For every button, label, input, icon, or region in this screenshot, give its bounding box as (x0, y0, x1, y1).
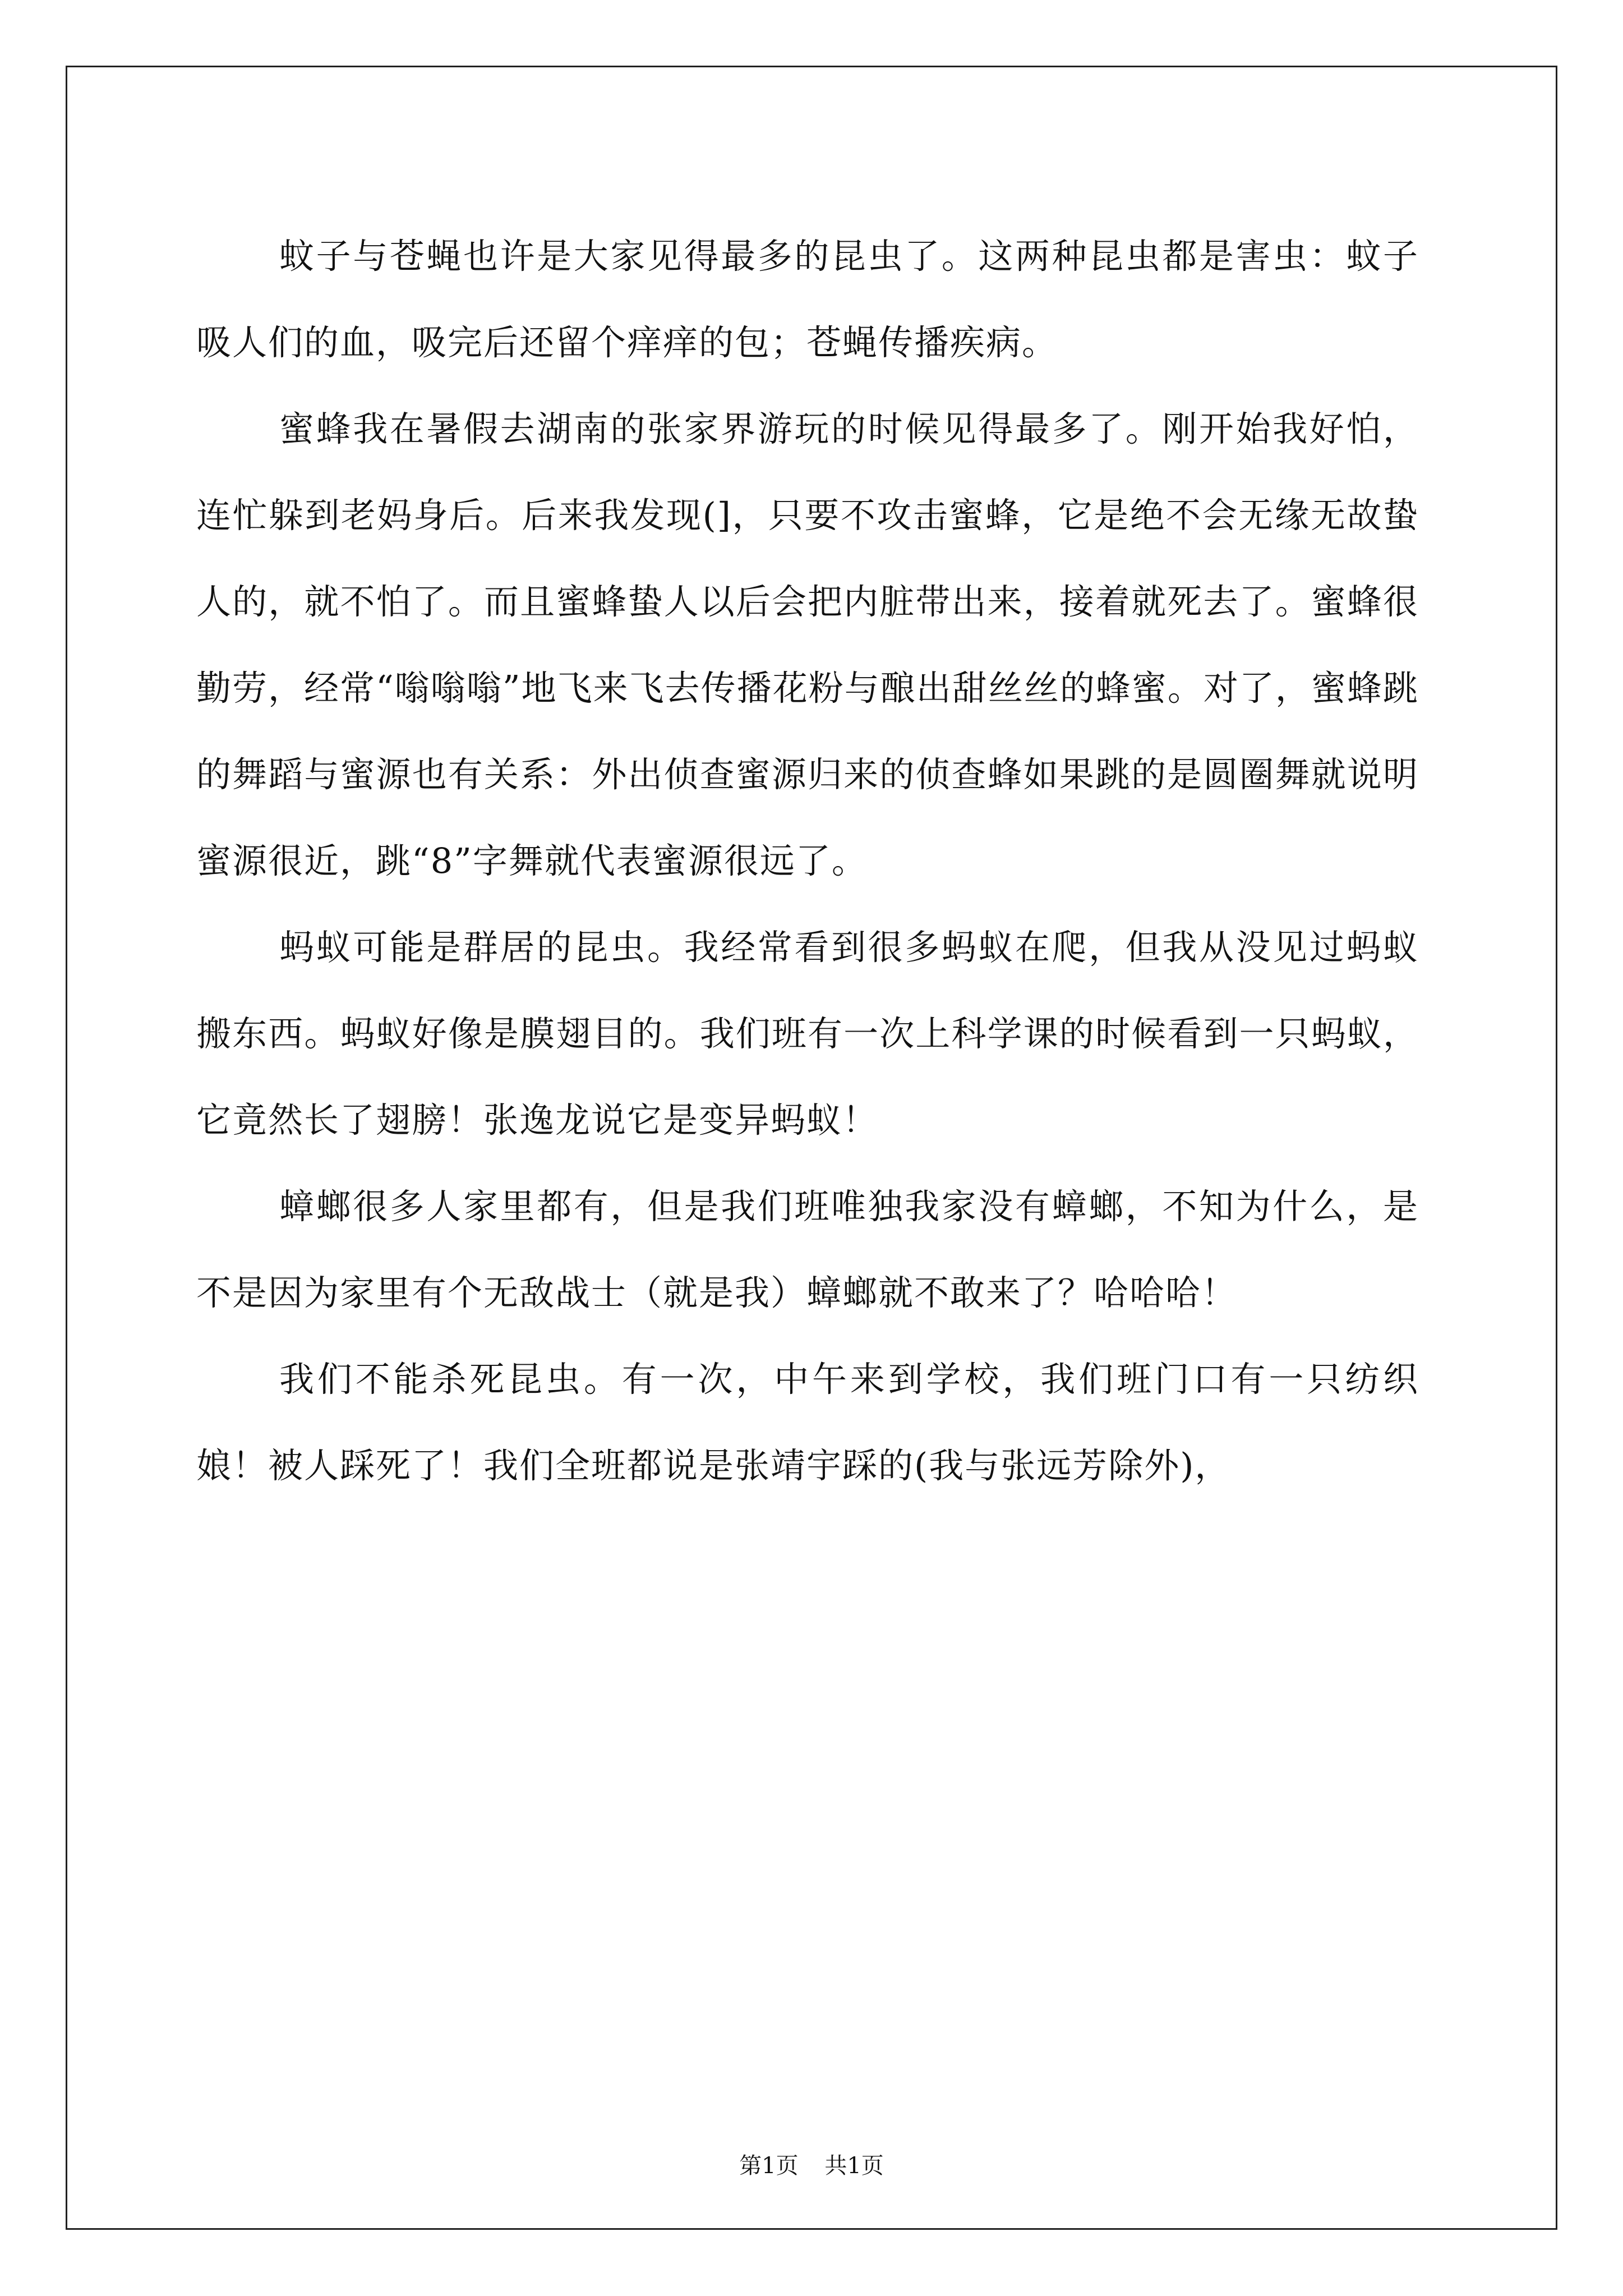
page-footer (0, 2152, 1623, 2180)
paragraph-bee: 蜜蜂我在暑假去湖南的张家界游玩的时候见得最多了。刚开始我好怕，连忙躲到老妈身后。后来我发现(]，只要不攻击蜜蜂，它是绝不会无缘无故蛰人的，就不怕了。而且蜜蜂蛰人以后会把内脏带出来，接着就死去了。蜜蜂很勤劳，经常“嗡嗡嗡”地飞来飞去传播花粉与酿出甜丝丝的蜂蜜。对了，蜜蜂跳的舞蹈与蜜源也有关系：外出侦查蜜源归来的侦查蜂如果跳的是圆圈舞就说明蜜源很近，跳“8”字舞就代表蜜源很远了。 (196, 408, 1419, 881)
document-body (196, 213, 1419, 1509)
paragraph-mosquito-fly: 蚊子与苍蝇也许是大家见得最多的昆虫了。这两种昆虫都是害虫：蚊子吸人们的血，吸完后还留个痒痒的包；苍蝇传播疾病。 (196, 236, 1419, 363)
paragraph-katydid: 我们不能杀死昆虫。有一次，中午来到学校，我们班门口有一只纺织娘！被人踩死了！我们全班都说是张靖宇踩的(我与张远芳除外)， (196, 1359, 1419, 1486)
page-number: 第1页 (739, 2153, 799, 2179)
page-total: 共1页 (824, 2153, 884, 2179)
paragraph-ant: 蚂蚁可能是群居的昆虫。我经常看到很多蚂蚁在爬，但我从没见过蚂蚁搬东西。蚂蚁好像是膜翅目的。我们班有一次上科学课的时候看到一只蚂蚁，它竟然长了翅膀！张逸龙说它是变异蚂蚁！ (196, 927, 1419, 1140)
paragraph-cockroach: 蟑螂很多人家里都有，但是我们班唯独我家没有蟑螂，不知为什么，是不是因为家里有个无敌战士（就是我）蟑螂就不敢来了？哈哈哈！ (196, 1186, 1419, 1313)
